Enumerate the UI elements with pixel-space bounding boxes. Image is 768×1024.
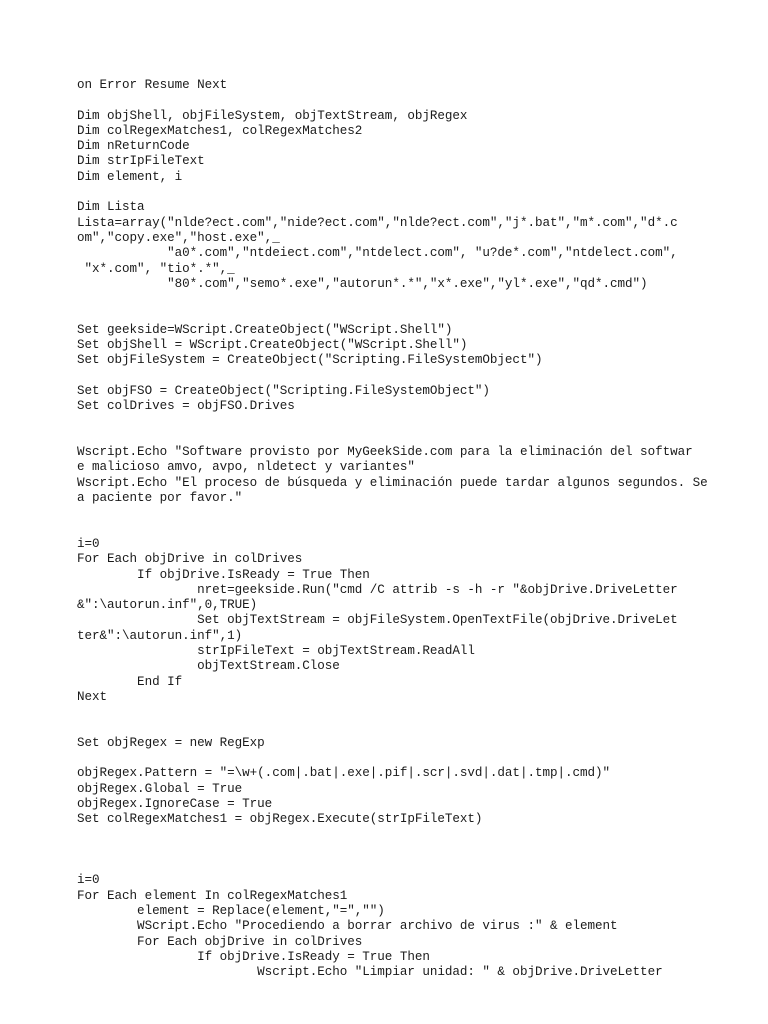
code-line: WScript.Echo "Procediendo a borrar archivo de virus :" & element <box>77 919 618 934</box>
code-line: If objDrive.IsReady = True Then <box>77 949 430 964</box>
code-line: Dim objShell, objFileSystem, objTextStream, objRegex <box>77 108 468 123</box>
code-line: For Each objDrive in colDrives <box>77 934 363 949</box>
code-line: Wscript.Echo "Limpiar unidad: " & objDrive.DriveLetter <box>77 965 663 980</box>
code-line: Dim nReturnCode <box>77 139 190 154</box>
code-line: Next <box>77 689 108 704</box>
code-line: If objDrive.IsReady = True Then <box>77 567 370 582</box>
code-line <box>77 93 757 108</box>
code-line <box>77 430 757 445</box>
code-line <box>77 828 757 843</box>
code-line <box>77 522 757 537</box>
code-line: Dim colRegexMatches1, colRegexMatches2 <box>77 123 363 138</box>
code-line <box>77 506 757 521</box>
code-line: i=0 <box>77 873 100 888</box>
code-line <box>77 843 757 858</box>
code-line: For Each objDrive in colDrives <box>77 552 303 567</box>
code-line: Set objShell = WScript.CreateObject("WScript.Shell") <box>77 338 468 353</box>
code-line: Set colDrives = objFSO.Drives <box>77 399 295 414</box>
code-line <box>77 705 757 720</box>
code-line: strIpFileText = objTextStream.ReadAll <box>77 643 475 658</box>
code-line: objTextStream.Close <box>77 659 340 674</box>
code-line <box>77 415 757 430</box>
code-line: on Error Resume Next <box>77 78 228 92</box>
code-line: "a0*.com","ntdeiect.com","ntdelect.com", "u?de*.com","ntdelect.com", <box>77 246 678 261</box>
code-line <box>77 292 757 307</box>
code-line: Wscript.Echo "Software provisto por MyGeekSide.com para la eliminación del softwar <box>77 445 693 460</box>
code-line: Set objRegex = new RegExp <box>77 735 265 750</box>
code-line: Dim Lista <box>77 200 145 215</box>
code-line <box>77 307 757 322</box>
code-line: element = Replace(element,"=","") <box>77 904 385 919</box>
code-line: objRegex.Global = True <box>77 781 243 796</box>
code-line: Lista=array("nlde?ect.com","nide?ect.com","nlde?ect.com","j*.bat","m*.com","d*.c <box>77 215 678 230</box>
code-line: om","copy.exe","host.exe",_ <box>77 230 280 245</box>
code-line: Set colRegexMatches1 = objRegex.Execute(strIpFileText) <box>77 812 483 827</box>
code-line: End If <box>77 674 183 689</box>
code-line: Set objTextStream = objFileSystem.OpenTextFile(objDrive.DriveLet <box>77 613 678 628</box>
code-line <box>77 751 757 766</box>
script-code-block <box>77 78 757 981</box>
code-line: Set objFSO = CreateObject("Scripting.FileSystemObject") <box>77 383 490 398</box>
code-line <box>77 720 757 735</box>
code-line: e malicioso amvo, avpo, nldetect y variantes" <box>77 460 415 475</box>
code-line: Dim strIpFileText <box>77 154 205 169</box>
code-line: a paciente por favor." <box>77 491 243 506</box>
code-line: Set geekside=WScript.CreateObject("WScript.Shell") <box>77 322 453 337</box>
code-line: For Each element In colRegexMatches1 <box>77 888 348 903</box>
code-line: Wscript.Echo "El proceso de búsqueda y eliminación puede tardar algunos segundos. Se <box>77 475 708 490</box>
code-line: Dim element, i <box>77 169 183 184</box>
code-line: objRegex.Pattern = "=\w+(.com|.bat|.exe|.pif|.scr|.svd|.dat|.tmp|.cmd)" <box>77 766 611 781</box>
code-line <box>77 369 757 384</box>
code-line <box>77 858 757 873</box>
code-line: objRegex.IgnoreCase = True <box>77 796 273 811</box>
code-line: &":\autorun.inf",0,TRUE) <box>77 598 258 613</box>
code-line: Set objFileSystem = CreateObject("Scripting.FileSystemObject") <box>77 353 543 368</box>
code-line: nret=geekside.Run("cmd /C attrib -s -h -r "&objDrive.DriveLetter <box>77 582 678 597</box>
code-line <box>77 185 757 200</box>
code-line: ter&":\autorun.inf",1) <box>77 628 243 643</box>
code-line: i=0 <box>77 536 100 551</box>
code-line: "80*.com","semo*.exe","autorun*.*","x*.exe","yl*.exe","qd*.cmd") <box>77 276 648 291</box>
code-line: "x*.com", "tio*.*",_ <box>77 261 235 276</box>
